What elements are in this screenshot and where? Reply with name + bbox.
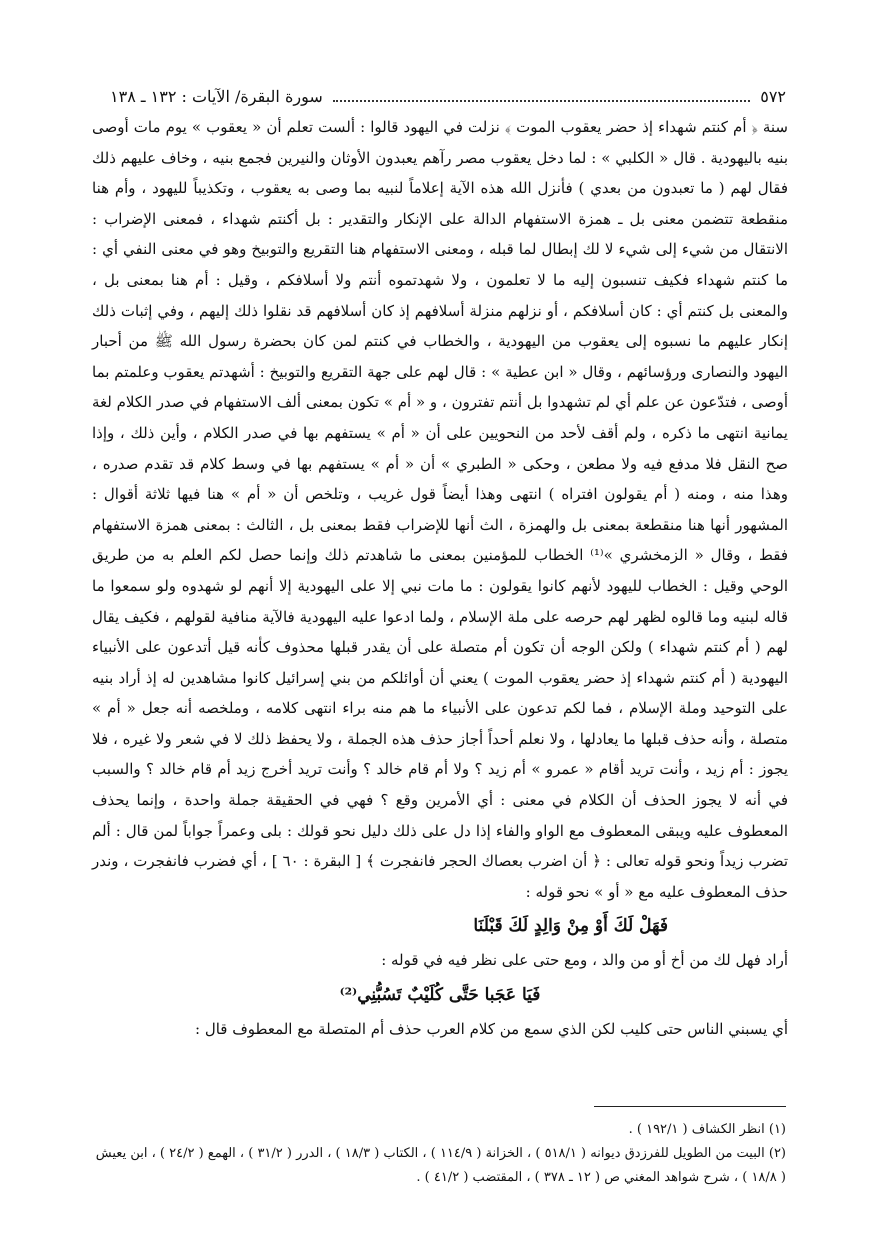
footnotes bbox=[92, 1118, 786, 1190]
commentary-paragraph: سنة ﴿ أم كنتم شهداء إذ حضر يعقوب الموت ﴾ نزلت في اليهود قالوا : ألست تعلم أن « يعقوب » يوم مات أوصى بنيه باليهودية . قال « الكلبي » : لما دخل يعقوب مصر رآهم يعبدون الأوثان والنيرين فجمع بنيه ، وخاف عليهم ذلك فقال لهم ( ما تعبدون من بعدي ) فأنزل الله هذه الآية إعلاماً لنبيه بما وصى به يعقوب ، وتكذيباً لليهود ، وأم هنا منقطعة تتضمن معنى بل ـ همزة الاستفهام الدالة على الإنكار والتقدير : بل أكنتم شهداء ، فمعنى الإضراب : الانتقال من شيء إلى شيء لا لك إبطال لما قبله ، ومعنى الاستفهام هنا التقريع والتوبيخ وهو في معنى النفي أي : ما كنتم شهداء فكيف تنسبون إليه ما لا تعلمون ، ولا شهدتموه أنتم ولا أسلافكم ، وقيل : أم هنا بمعنى بل ، والمعنى بل كنتم أي : كان أسلافكم ، أو نزلهم منزلة أسلافهم إذ كان أسلافهم قد نقلوا ذلك إليهم ، وفي إثبات ذلك إنكار عليهم ما نسبوه إلى يعقوب من اليهودية ، والخطاب في كنتم لمن كان بحضرة رسول الله ﷺ من أحبار اليهود والنصارى ورؤسائهم ، وقال « ابن عطية » : قال لهم على جهة التقريع والتوبيخ : أشهدتم يعقوب وعلمتم بما أوصى ، فتدّعون عن علم أي لم تشهدوا بل أنتم تفترون ، و « أم » تكون بمعنى ألف الاستفهام في صدر الكلام لغة يمانية انتهى ما ذكره ، ولم أقف لأحد من النحويين على أن « أم » يستفهم بها في صدر الكلام ، وأين ذلك ، وإذا صح النقل فلا مدفع فيه ولا مطعن ، وحكى « الطبري » أن « أم » يستفهم بها في وسط كلام قد تقدم صدره ، وهذا منه ، ومنه ( أم يقولون افتراه ) انتهى وهذا أيضاً قول غريب ، وتلخص أن « أم » هنا فيها ثلاثة أقوال : المشهور أنها هنا منقطعة بمعنى بل والهمزة ، الث أنها للإضراب فقط بمعنى بل ، الثالث : بمعنى همزة الاستفهام فقط ، وقال « الزمخشري »⁽¹⁾ الخطاب للمؤمنين بمعنى ما شاهدتم ذلك وإنما حصل لكم العلم به من طريق الوحي وقيل : الخطاب لليهود لأنهم كانوا يقولون : ما مات نبي إلا على اليهودية إلا أنهم لو شهدوه ولو سمعوا ما قاله لبنيه وما قالوه لظهر لهم حرصه على ملة الإسلام ، ولما ادعوا عليه اليهودية فالآية منافية لقولهم ، فكيف يقال لهم ( أم كنتم شهداء ) ولكن الوجه أن تكون أم متصلة على أن يقدر قبلها محذوف كأنه قيل أتدعون على الأنبياء اليهودية ( أم كنتم شهداء إذ حضر يعقوب الموت ) يعني أن أوائلكم من بني إسرائيل كانوا مشاهدين له إذ أراد بنيه على التوحيد وملة الإسلام ، فما لكم تدعون على الأنبياء ما هم منه براء انتهى كلامه ، وملخصه أنه جعل « أم » متصلة ، وأنه حذف قبلها ما يعادلها ، ولا نعلم أحداً أجاز حذف هذه الجملة ، ولا يحفظ ذلك لا في شعر ولا غيره ، فلا يجوز : أم زيد ، وأنت تريد أقام « عمرو » أم زيد ؟ ولا أم قام خالد ؟ وأنت تريد أخرج زيد أم قام خالد ؟ والسبب في أنه لا يجوز الحذف أن الكلام في معنى : أي الأمرين وقع ؟ فهي في الحقيقة جملة واحدة ، وإنما يحذف المعطوف عليه ويبقى المعطوف مع الواو والفاء إذا دل على ذلك دليل نحو قولك : بلى وعمراً جواباً لمن قال : ألم تضرب زيداً ونحو قوله تعالى : ﴿ أن اضرب بعصاك الحجر فانفجرت ﴾ [ البقرة : ٦٠ ] ، أي فضرب فانفجرت ، وندر حذف المعطوف عليه مع « أو » نحو قوله : bbox=[92, 118, 789, 901]
poetry-verse: فَهَلْ لَكَ أَوْ مِنْ وَالِدٍ لَكَ قَبْلَنَا bbox=[473, 916, 668, 937]
commentary-line: أراد فهل لك من أخ أو من والد ، ومع حتى على نظر فيه في قوله : bbox=[381, 951, 788, 970]
running-header bbox=[110, 82, 786, 110]
page-number: ٥٧٢ bbox=[760, 86, 786, 106]
footnote: (٢) البيت من الطويل للفرزدق ديوانه ( ٥١٨/١ ) ، الخزانة ( ١١٤/٩ ) ، الكتاب ( ١٨/٣ ) ، الدرر ( ٣١/٢ ) ، الهمع ( ٢٤/٢ ) ، ابن يعيش ( ١٨/٨ ) ، شرح شواهد المغني ص ( ١٢ ـ ٣٧٨ ) ، المقتضب ( ٤١/٢ ) . bbox=[95, 1146, 786, 1185]
footnote: (١) انظر الكشاف ( ١٩٢/١ ) . bbox=[628, 1122, 786, 1137]
commentary-line: أي يسبني الناس حتى كليب لكن الذي سمع من كلام العرب حذف أم المتصلة مع المعطوف قال : bbox=[195, 1020, 788, 1039]
poetry-verse: فَيَا عَجَبا حَتَّى كُلَيْبٌ تَسُبُّنِي⁽²⁾ bbox=[339, 985, 541, 1006]
main-text bbox=[92, 112, 788, 1045]
header-dot-leader bbox=[333, 100, 750, 102]
header-title: سورة البقرة/ الآيات : ١٣٢ ـ ١٣٨ bbox=[110, 86, 323, 106]
footnote-separator bbox=[594, 1106, 786, 1107]
